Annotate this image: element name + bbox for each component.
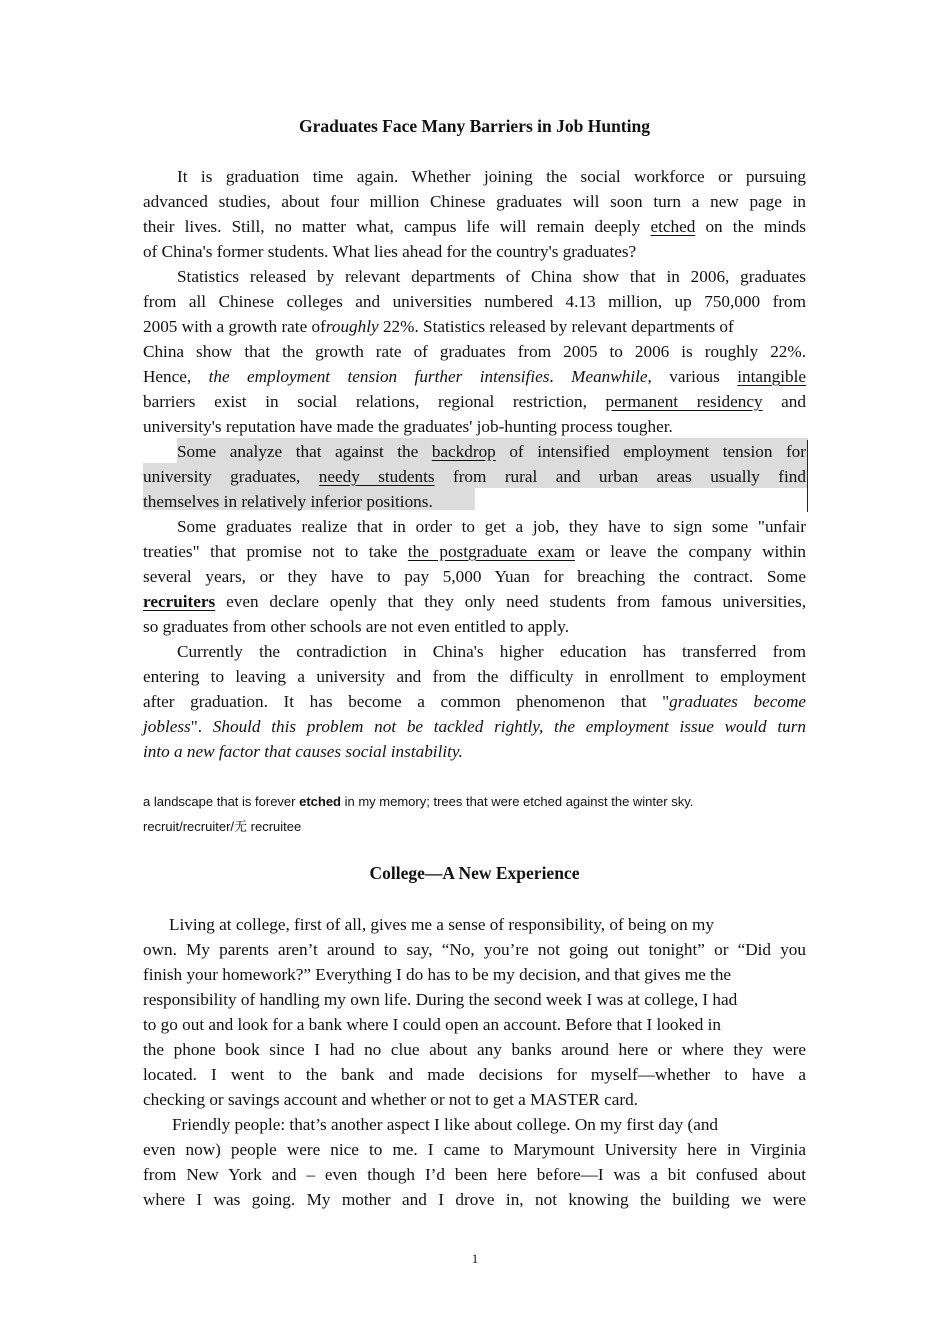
paragraph-line: 2005 with a growth rate ofroughly 22%. Statistics released by relevant departments of xyxy=(143,317,734,336)
paragraph-line: so graduates from other schools are not even entitled to apply. xyxy=(143,617,570,636)
vocab-needy-students: needy students xyxy=(318,467,435,486)
paragraph-line: treaties" that promise not to take the postgraduate exam or leave the company within xyxy=(143,542,806,561)
vocab-postgraduate-exam: the postgraduate exam xyxy=(407,542,575,561)
paragraph-line: after graduation. It has become a common phenomenon that "graduates become xyxy=(143,692,806,711)
paragraph-line: into a new factor that causes social instability. xyxy=(143,742,463,761)
paragraph-line: checking or savings account and whether or not to get a MASTER card. xyxy=(143,1090,638,1109)
paragraph-line: to go out and look for a bank where I could open an account. Before that I looked in xyxy=(143,1015,721,1034)
paragraph-line: from all Chinese colleges and universities numbered 4.13 million, up 750,000 from xyxy=(143,292,806,311)
paragraph-line: barriers exist in social relations, regional restriction, permanent residency and xyxy=(143,392,806,411)
vocab-etched: etched xyxy=(650,217,696,236)
paragraph-line: Hence, the employment tension further intensifies. Meanwhile, various intangible xyxy=(143,367,806,386)
paragraph-line[interactable]: themselves in relatively inferior positions. xyxy=(143,492,433,511)
paragraph-line: from New York and – even though I’d been here before—I was a bit confused about xyxy=(143,1165,806,1184)
vocab-note: a landscape that is forever etched in my memory; trees that were etched against the winter sky. xyxy=(143,794,694,809)
paragraph-line: even now) people were nice to me. I came to Marymount University here in Virginia xyxy=(143,1140,806,1159)
paragraph-line: of China's former students. What lies ahead for the country's graduates? xyxy=(143,242,637,261)
paragraph-line: China show that the growth rate of graduates from 2005 to 2006 is roughly 22%. xyxy=(143,342,806,361)
text-cursor xyxy=(807,440,808,512)
paragraph-line: the phone book since I had no clue about any banks around here or where they were xyxy=(143,1040,806,1059)
paragraph-line[interactable]: Some analyze that against the backdrop of intensified employment tension for xyxy=(177,442,806,461)
paragraph-line: Friendly people: that’s another aspect I like about college. On my first day (and xyxy=(172,1115,719,1134)
paragraph-line: entering to leaving a university and from the difficulty in enrollment to employment xyxy=(143,667,806,686)
vocab-permanent-residency: permanent residency xyxy=(605,392,763,411)
paragraph-line: recruiters even declare openly that they only need students from famous universities, xyxy=(143,592,806,611)
paragraph-line: Some graduates realize that in order to get a job, they have to sign some "unfair xyxy=(177,517,806,536)
paragraph-line: advanced studies, about four million Chinese graduates will soon turn a new page in xyxy=(143,192,806,211)
paragraph-line[interactable]: university graduates, needy students from rural and urban areas usually find xyxy=(143,467,806,486)
article-title: College—A New Experience xyxy=(369,863,580,883)
article-title: Graduates Face Many Barriers in Job Hunting xyxy=(299,116,650,136)
paragraph-line: It is graduation time again. Whether joining the social workforce or pursuing xyxy=(177,167,806,186)
paragraph-line: own. My parents aren’t around to say, “No, you’re not going out tonight” or “Did you xyxy=(143,940,806,959)
vocab-note: recruit/recruiter/无 recruitee xyxy=(143,819,302,834)
paragraph-line: responsibility of handling my own life. During the second week I was at college, I had xyxy=(143,990,738,1009)
paragraph-line: finish your homework?” Everything I do has to be my decision, and that gives me the xyxy=(143,965,732,984)
paragraph-line: where I was going. My mother and I drove in, not knowing the building we were xyxy=(143,1190,806,1209)
paragraph-line: their lives. Still, no matter what, campus life will remain deeply etched on the minds xyxy=(143,217,806,236)
paragraph-line: Statistics released by relevant departments of China show that in 2006, graduates xyxy=(177,267,806,286)
paragraph-line: university's reputation have made the graduates' job-hunting process tougher. xyxy=(143,417,673,436)
vocab-backdrop: backdrop xyxy=(431,442,496,461)
paragraph-line: jobless". Should this problem not be tackled rightly, the employment issue would turn xyxy=(143,717,806,736)
vocab-recruiters: recruiters xyxy=(143,592,216,611)
paragraph-line: several years, or they have to pay 5,000 Yuan for breaching the contract. Some xyxy=(143,567,806,586)
paragraph-line: located. I went to the bank and made decisions for myself—whether to have a xyxy=(143,1065,806,1084)
paragraph-line: Currently the contradiction in China's higher education has transferred from xyxy=(177,642,806,661)
paragraph-line: Living at college, first of all, gives me a sense of responsibility, of being on my xyxy=(169,915,714,934)
vocab-intangible: intangible xyxy=(737,367,806,386)
page-number: 1 xyxy=(471,1251,479,1266)
